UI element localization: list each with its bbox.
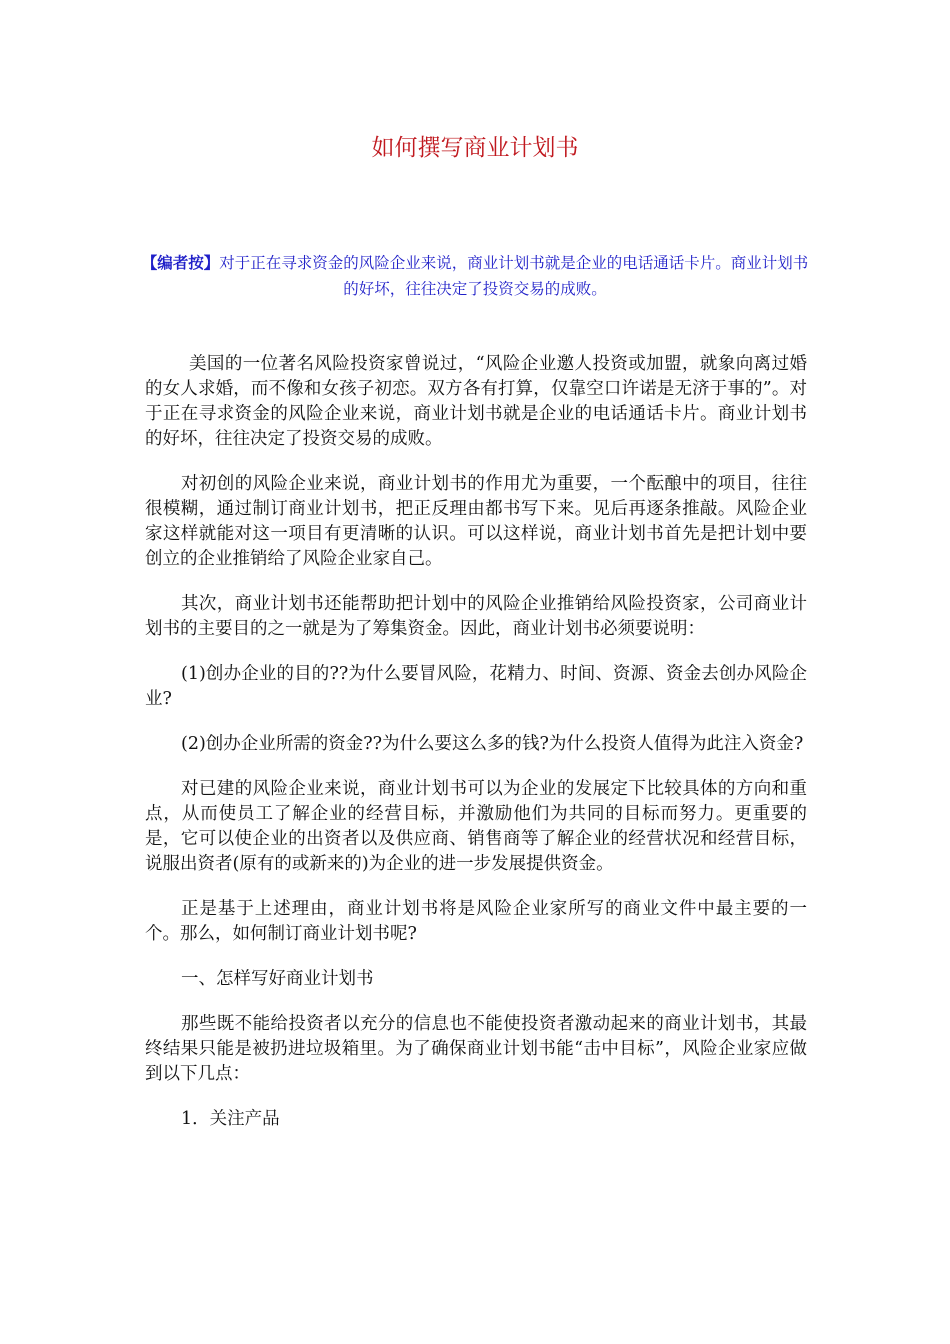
paragraph: 对已建的风险企业来说，商业计划书可以为企业的发展定下比较具体的方向和重点，从而使员工了解企业的经营目标，并激励他们为共同的目标而努力。更重要的是，它可以使企业的出资者以及供应商、销售商等了解企业的经营状况和经营目标，说服出资者(原有的或新来的)为企业的进一步发展提供资金。 xyxy=(145,779,807,874)
paragraph: 对初创的风险企业来说，商业计划书的作用尤为重要，一个酝酿中的项目，往往很模糊，通过制订商业计划书，把正反理由都书写下来。见后再逐条推敲。风险企业家这样就能对这一项目有更清晰的认识。可以这样说，商业计划书首先是把计划中要创立的企业推销给了风险企业家自己。 xyxy=(145,474,807,569)
paragraph: 其次，商业计划书还能帮助把计划中的风险企业推销给风险投资家，公司商业计划书的主要目的之一就是为了筹集资金。因此，商业计划书必须要说明： xyxy=(145,594,807,639)
document-body xyxy=(145,352,807,1152)
list-item: (1)创办企业的目的??为什么要冒风险，花精力、时间、资源、资金去创办风险企业? xyxy=(145,664,807,709)
list-item: (2)创办企业所需的资金??为什么要这么多的钱?为什么投资人值得为此注入资金? xyxy=(181,734,804,754)
document-title: 如何撰写商业计划书 xyxy=(371,135,579,161)
paragraph: 正是基于上述理由，商业计划书将是风险企业家所写的商业文件中最主要的一个。那么，如何制订商业计划书呢? xyxy=(145,899,807,944)
editor-note xyxy=(140,250,810,302)
section-heading: 一、怎样写好商业计划书 xyxy=(181,969,374,989)
paragraph: 美国的一位著名风险投资家曾说过，“风险企业邀人投资或加盟，就象向离过婚的女人求婚，而不像和女孩子初恋。双方各有打算，仅靠空口许诺是无济于事的”。对于正在寻求资金的风险企业来说，商业计划书就是企业的电话通话卡片。商业计划书的好坏，往往决定了投资交易的成败。 xyxy=(145,354,807,449)
paragraph: 那些既不能给投资者以充分的信息也不能使投资者激动起来的商业计划书，其最终结果只能是被扔进垃圾箱里。为了确保商业计划书能“击中目标”，风险企业家应做到以下几点： xyxy=(145,1014,807,1084)
editor-note-tag: 【编者按】 xyxy=(141,253,220,272)
editor-note-text: 对于正在寻求资金的风险企业来说，商业计划书就是企业的电话通话卡片。商业计划书的好坏，往往决定了投资交易的成败。 xyxy=(219,254,809,298)
subsection-heading: 1．关注产品 xyxy=(181,1109,280,1129)
